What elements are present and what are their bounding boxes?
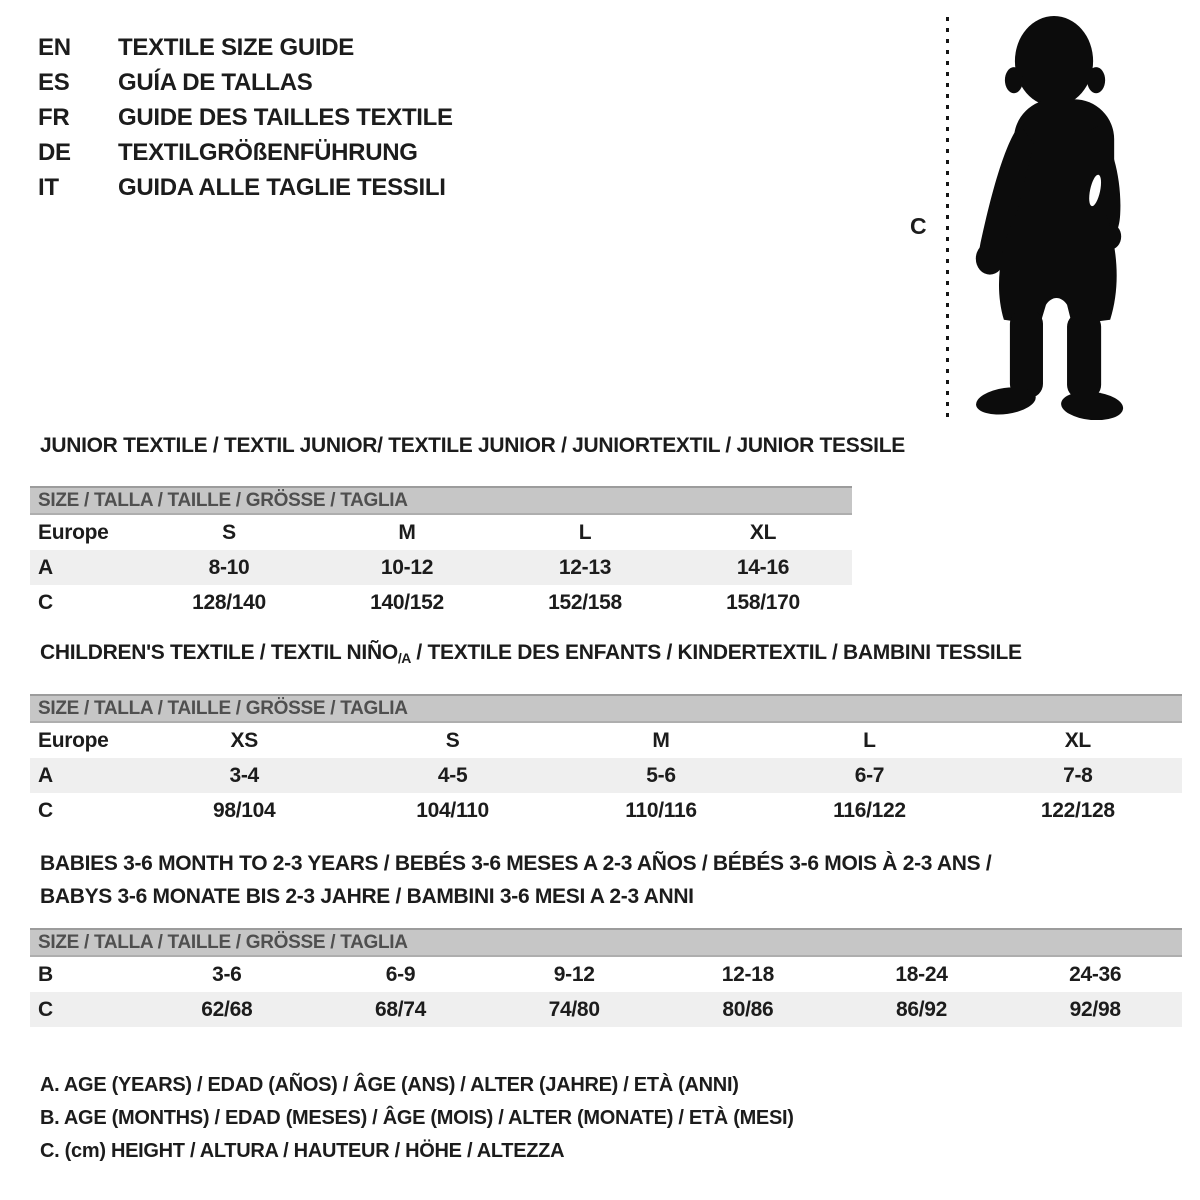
table-cell: 6-9 [385, 962, 416, 986]
table-cell: 12-18 [721, 962, 774, 986]
list-item [38, 135, 453, 170]
table-cell: L [863, 728, 876, 752]
table-cell: 74/80 [548, 997, 600, 1021]
list-item [38, 100, 453, 135]
table-cell: 7-8 [1063, 763, 1093, 787]
legend-line-b: B. AGE (MONTHS) / EDAD (MESES) / ÂGE (MOIS) / ALTER (MONATE) / ETÀ (MESI) [40, 1107, 794, 1129]
language-code: EN [38, 33, 71, 61]
table-cell: 3-6 [212, 962, 242, 986]
row-label: B [38, 962, 53, 986]
legend-line-a: A. AGE (YEARS) / EDAD (AÑOS) / ÂGE (ANS) / ALTER (JAHRE) / ETÀ (ANNI) [40, 1074, 739, 1096]
table-row [30, 585, 852, 620]
children-title-text: / TEXTILE DES ENFANTS / KINDERTEXTIL / BAMBINI TESSILE [410, 641, 1022, 664]
row-label: Europe [38, 728, 109, 752]
babies-size-table [30, 928, 1182, 1027]
language-title: TEXTILE SIZE GUIDE [118, 33, 354, 61]
children-title-text: CHILDREN'S TEXTILE / TEXTIL NIÑO [40, 641, 398, 664]
children-size-table [30, 694, 1182, 828]
row-label: Europe [38, 520, 109, 544]
junior-size-table [30, 486, 852, 620]
table-row [30, 723, 1182, 758]
table-cell: S [222, 520, 236, 544]
table-row [30, 515, 852, 550]
table-cell: 110/116 [625, 798, 697, 822]
row-label: C [38, 590, 53, 614]
table-cell: XL [749, 520, 777, 544]
language-title-list [38, 30, 453, 205]
table-cell: XS [230, 728, 258, 752]
table-cell: 24-36 [1069, 962, 1122, 986]
table-cell: 9-12 [553, 962, 595, 986]
babies-section-title [40, 847, 991, 913]
table-cell: 3-4 [229, 763, 259, 787]
table-cell: 62/68 [201, 997, 253, 1021]
table-row [30, 992, 1182, 1027]
table-cell: 80/86 [722, 997, 774, 1021]
measurement-legend [40, 1069, 794, 1168]
language-title: GUÍA DE TALLAS [118, 68, 313, 96]
language-code: FR [38, 103, 70, 131]
table-cell: 4-5 [437, 763, 468, 787]
table-cell: 86/92 [895, 997, 948, 1021]
language-code: ES [38, 68, 70, 96]
table-cell: L [578, 520, 592, 544]
table-cell: 8-10 [208, 555, 250, 579]
table-cell: 18-24 [895, 962, 948, 986]
junior-section-title: JUNIOR TEXTILE / TEXTIL JUNIOR/ TEXTILE JUNIOR / JUNIORTEXTIL / JUNIOR TESSILE [40, 434, 905, 457]
table-cell: 158/170 [726, 590, 800, 614]
table-cell: XL [1064, 728, 1091, 752]
list-item [38, 65, 453, 100]
legend-line-c: C. (cm) HEIGHT / ALTURA / HAUTEUR / HÖHE / ALTEZZA [40, 1140, 565, 1162]
babies-title-line2: BABYS 3-6 MONATE BIS 2-3 JAHRE / BAMBINI 3-6 MESI A 2-3 ANNI [40, 885, 694, 908]
children-section-title [40, 641, 1022, 666]
table-cell: 104/110 [416, 798, 489, 822]
size-header-bar: SIZE / TALLA / TAILLE / GRÖSSE / TAGLIA [30, 928, 1182, 957]
babies-title-line1: BABIES 3-6 MONTH TO 2-3 YEARS / BEBÉS 3-6 MESES A 2-3 AÑOS / BÉBÉS 3-6 MOIS À 2-3 ANS / [40, 852, 992, 875]
table-cell: 68/74 [374, 997, 427, 1021]
table-cell: 6-7 [854, 763, 885, 787]
table-cell: 116/122 [833, 798, 906, 822]
table-cell: S [445, 728, 460, 752]
table-cell: 140/152 [370, 590, 444, 614]
size-header-bar: SIZE / TALLA / TAILLE / GRÖSSE / TAGLIA [30, 486, 852, 515]
row-label: A [38, 763, 53, 787]
row-label: C [38, 798, 53, 822]
table-cell: 12-13 [558, 555, 612, 579]
table-cell: M [652, 728, 670, 752]
table-cell: 98/104 [212, 798, 276, 822]
language-title: TEXTILGRÖßENFÜHRUNG [118, 138, 418, 166]
table-row [30, 550, 852, 585]
children-title-subscript: /A [397, 650, 411, 666]
toddler-silhouette-image [963, 14, 1135, 420]
table-cell: M [398, 520, 416, 544]
size-header-bar: SIZE / TALLA / TAILLE / GRÖSSE / TAGLIA [30, 694, 1182, 723]
table-row [30, 758, 1182, 793]
language-title: GUIDE DES TAILLES TEXTILE [118, 103, 453, 131]
table-cell: 128/140 [192, 590, 266, 614]
language-code: IT [38, 173, 59, 201]
row-label: A [38, 555, 53, 579]
height-dashed-line [946, 17, 949, 417]
table-row [30, 793, 1182, 828]
table-cell: 122/128 [1040, 798, 1115, 822]
list-item [38, 30, 453, 65]
language-code: DE [38, 138, 71, 166]
table-cell: 10-12 [380, 555, 434, 579]
table-row [30, 957, 1182, 992]
table-cell: 152/158 [548, 590, 622, 614]
height-measure-label: C [910, 213, 927, 239]
table-cell: 92/98 [1069, 997, 1121, 1021]
table-cell: 5-6 [646, 763, 676, 787]
table-cell: 14-16 [736, 555, 790, 579]
row-label: C [38, 997, 53, 1021]
list-item [38, 170, 453, 205]
language-title: GUIDA ALLE TAGLIE TESSILI [118, 173, 446, 201]
